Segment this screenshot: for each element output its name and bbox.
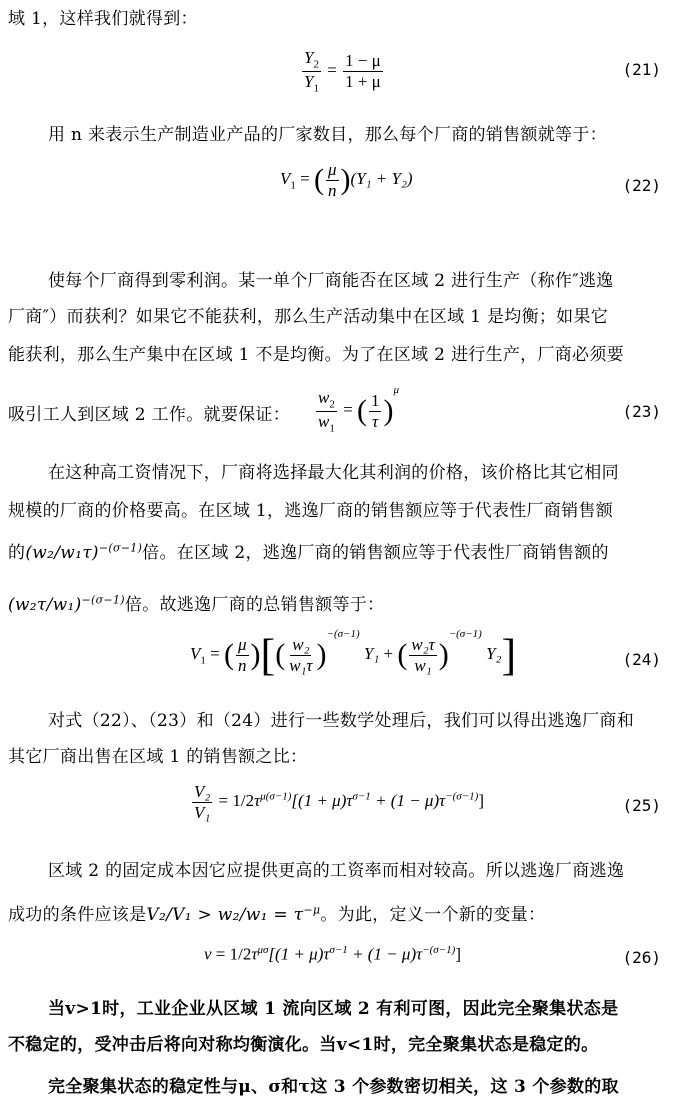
equation-number: (23) [622,402,661,421]
text-line: 吸引工人到区域 2 工作。就要保证： [8,405,291,425]
text-line: 区域 2 的固定成本因它应提供更高的工资率而相对较高。所以逃逸厂商逃逸 [48,861,625,881]
text-line: 用 n 来表示生产制造业产品的厂家数目，那么每个厂商的销售额就等于： [48,125,607,145]
text-line: 规模的厂商的价格要高。在区域 1，逃逸厂商的销售额应等于代表性厂商销售额 [8,501,614,521]
text-line: 完全聚集状态的稳定性与μ、σ和τ这 3 个参数密切相关，这 3 个参数的取 [48,1077,619,1097]
text-line: 域 1，这样我们就得到： [8,9,198,29]
equation-number: (25) [622,796,661,815]
equation-22: $V_1$ = ( $\frac{\mu}{n}$ )(Y₁ + Y₂) [280,160,413,200]
equation-number: (24) [622,650,661,669]
text-line: 厂商″）而获利？如果它不能获利，那么生产活动集中在区域 1 是均衡；如果它 [8,307,609,327]
text-line: 能获利，那么生产集中在区域 1 不是均衡。为了在区域 2 进行生产，厂商必须要 [8,345,624,365]
text-line: 使每个厂商得到零利润。某一单个厂商能否在区域 2 进行生产（称作″逃逸 [48,271,614,291]
inline-math: V₂/V₁ > w₂/w₁ = τ [146,905,304,925]
equation-23: $\frac{w_2}{w_1}$ = ( $\frac{1}{\tau}$ )$^\mu$ [318,384,399,434]
text-line: 成功的条件应该是$V_2/V_1 > w_2/w_1 = \tau^{-\mu}$。为此，定义一个新的变量： [8,903,546,925]
text-line: $(w_2\tau/w_1)^{-(\sigma-1)}$倍。故逃逸厂商的总销售额等于： [8,593,385,615]
text-line: 对式（22）、（23）和（24）进行一些数学处理后，我们可以得出逃逸厂商和 [48,711,634,731]
equation-21: $\frac{Y_2}{Y_1}$ = $\frac{1 - \mu}{1 + \mu}$ [304,48,381,95]
inline-math: (w₂/w₁τ) [25,543,99,563]
text-line: 其它厂商出售在区域 1 的销售额之比： [8,747,308,767]
equation-24: $V_1$ = ( $\frac{\mu}{n}$ )[( $\frac{\text{w₂}}{\text{w₁τ}}$ )$^{-(\sigma-1)}$ Y₁ + ( $\frac{\text{w₂τ}}{\text{w₁}}$ )$^{-(\sigma-1)}$ Y₂] [190,628,517,680]
equation-number: (22) [622,176,661,195]
equation-25: $\frac{\text{V₂}}{\text{V₁}}$ = $1/2\tau^{\mu(\sigma-1)}[(1 + \mu)\tau^{\sigma-1} + (1 - \mu)\tau^{-(\sigma-1)}]$ [194,782,484,822]
text-line: 当v>1时，工业企业从区域 1 流向区域 2 有利可图，因此完全聚集状态是 [48,999,619,1019]
text-line: 不稳定的，受冲击后将向对称均衡演化。当v<1时，完全聚集状态是稳定的。 [8,1035,599,1055]
equation-number: (26) [622,948,661,967]
inline-math: (w₂τ/w₁) [8,595,82,615]
equation-number: (21) [622,60,661,79]
text-line: 的$(w_2/w_1\tau)^{-(\sigma-1)}$倍。在区域 2，逃逸厂商的销售额应等于代表性厂商销售额的 [8,541,609,563]
equation-26: $v = 1/2\tau^{\mu\sigma}[(1 + \mu)\tau^{\sigma-1} + (1 - \mu)\tau^{-(\sigma-1)}]$ [204,944,461,964]
text-line: 在这种高工资情况下，厂商将选择最大化其利润的价格，该价格比其它相同 [48,463,619,483]
